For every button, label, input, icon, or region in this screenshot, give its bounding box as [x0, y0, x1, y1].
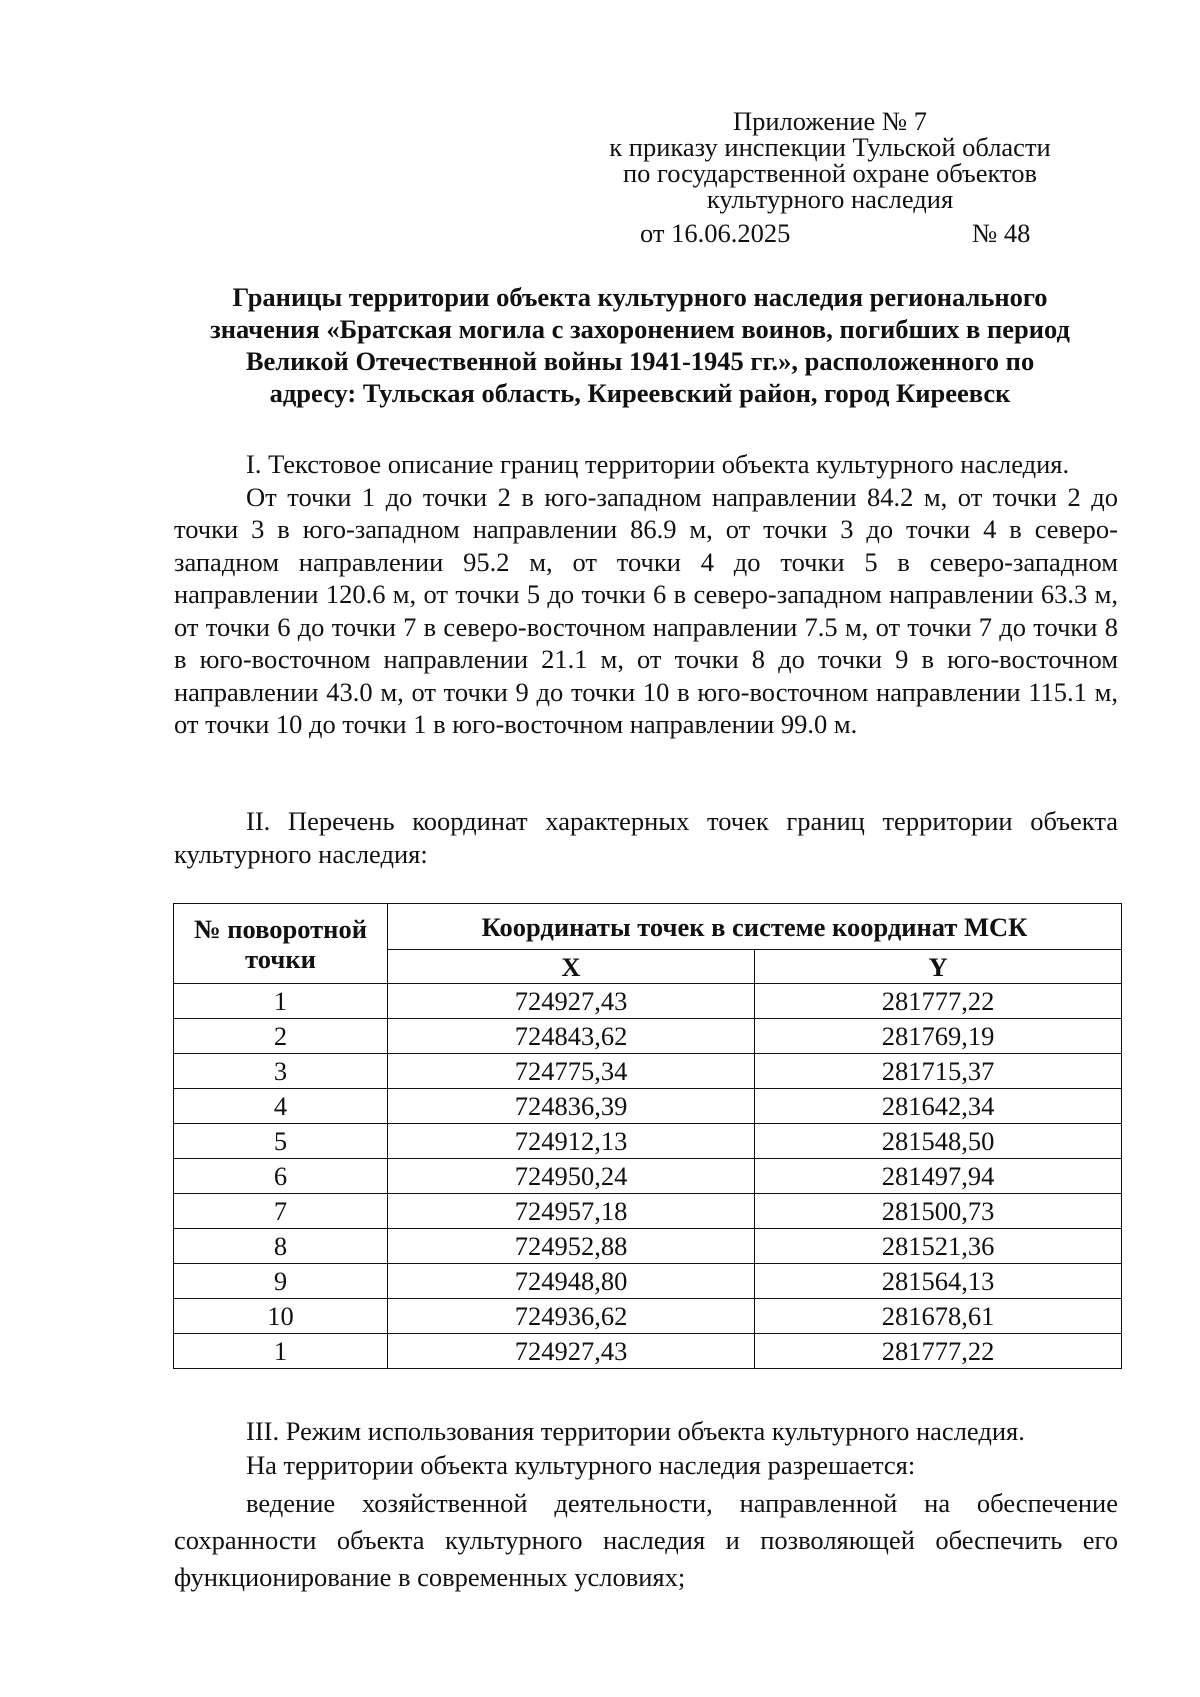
appendix-header — [560, 108, 1100, 212]
x-cell: 724836,39 — [388, 1089, 755, 1124]
point-cell: 10 — [174, 1299, 388, 1334]
y-cell: 281769,19 — [755, 1019, 1122, 1054]
x-cell: 724927,43 — [388, 984, 755, 1019]
title-line: Великой Отечественной войны 1941-1945 гг.», расположенного по — [245, 346, 1035, 376]
table-row — [174, 1194, 1122, 1229]
y-cell: 281548,50 — [755, 1124, 1122, 1159]
table-row — [174, 1264, 1122, 1299]
x-cell: 724912,13 — [388, 1124, 755, 1159]
order-date: от 16.06.2025 — [640, 218, 791, 248]
x-cell: 724775,34 — [388, 1054, 755, 1089]
y-cell: 281564,13 — [755, 1264, 1122, 1299]
y-header: Y — [755, 950, 1122, 984]
title-line: значения «Братская могила с захоронением воинов, погибших в период — [210, 314, 1070, 344]
y-cell: 281777,22 — [755, 1334, 1122, 1369]
x-cell: 724950,24 — [388, 1159, 755, 1194]
title-line: Границы территории объекта культурного наследия регионального — [232, 282, 1048, 312]
appendix-line: Приложение № 7 — [732, 106, 927, 136]
section-3-allowed-intro: На территории объекта культурного наследия разрешается: — [246, 1450, 916, 1480]
table-row — [174, 1229, 1122, 1264]
point-cell: 1 — [174, 1334, 388, 1369]
section-1-heading: I. Текстовое описание границ территории объекта культурного наследия. — [246, 449, 1070, 479]
x-header: X — [388, 950, 755, 984]
table-row — [174, 1054, 1122, 1089]
y-cell: 281497,94 — [755, 1159, 1122, 1194]
point-cell: 8 — [174, 1229, 388, 1264]
x-cell: 724957,18 — [388, 1194, 755, 1229]
table-row — [174, 1124, 1122, 1159]
appendix-line: культурного наследия — [706, 184, 954, 214]
section-1-body: От точки 1 до точки 2 в юго-западном направлении 84.2 м, от точки 2 до точки 3 в юго-западном направлении 86.9 м, от точки 3 до точки 4 в северо-западном направлении 95.2 м, от точки 4 до точки 5 в северо-западном направлении 120.6 м, от точки 5 до точки 6 в северо-западном направлении 63.3 м, от точки 6 до точки 7 в северо-восточном направлении 7.5 м, от точки 7 до точки 8 в юго-восточном направлении 21.1 м, от точки 8 до точки 9 в юго-восточном направлении 43.0 м, от точки 9 до точки 10 в юго-восточном направлении 115.1 м, от точки 10 до точки 1 в юго-восточном направлении 99.0 м. — [174, 481, 1118, 739]
coordinates-table — [173, 903, 1122, 1369]
appendix-line: к приказу инспекции Тульской области — [609, 132, 1051, 162]
coordinates-group-header: Координаты точек в системе координат МСК — [388, 904, 1122, 950]
point-cell: 9 — [174, 1264, 388, 1299]
section-2 — [174, 805, 1118, 870]
x-cell: 724927,43 — [388, 1334, 755, 1369]
point-cell: 2 — [174, 1019, 388, 1054]
table-row — [174, 1334, 1122, 1369]
section-3-item-1: ведение хозяйственной деятельности, направленной на обеспечение сохранности объекта культурного наследия и позволяющей обеспечить его функционирование в современных условиях; — [174, 1488, 1118, 1592]
table-row — [174, 1019, 1122, 1054]
appendix-line: по государственной охране объектов — [622, 158, 1038, 188]
document-title — [160, 281, 1120, 409]
title-line: адресу: Тульская область, Киреевский район, город Киреевск — [269, 378, 1011, 408]
section-1 — [174, 448, 1118, 741]
section-3 — [174, 1414, 1118, 1596]
y-cell: 281715,37 — [755, 1054, 1122, 1089]
point-number-header: № поворотной точки — [174, 904, 388, 984]
x-cell: 724952,88 — [388, 1229, 755, 1264]
x-cell: 724948,80 — [388, 1264, 755, 1299]
point-cell: 1 — [174, 984, 388, 1019]
point-cell: 5 — [174, 1124, 388, 1159]
y-cell: 281777,22 — [755, 984, 1122, 1019]
table-row — [174, 1089, 1122, 1124]
table-row — [174, 984, 1122, 1019]
x-cell: 724936,62 — [388, 1299, 755, 1334]
y-cell: 281500,73 — [755, 1194, 1122, 1229]
y-cell: 281678,61 — [755, 1299, 1122, 1334]
table-row — [174, 1159, 1122, 1194]
x-cell: 724843,62 — [388, 1019, 755, 1054]
y-cell: 281642,34 — [755, 1089, 1122, 1124]
point-cell: 7 — [174, 1194, 388, 1229]
table-row — [174, 1299, 1122, 1334]
y-cell: 281521,36 — [755, 1229, 1122, 1264]
section-3-heading: III. Режим использования территории объекта культурного наследия. — [246, 1416, 1025, 1446]
point-cell: 4 — [174, 1089, 388, 1124]
section-2-heading: II. Перечень координат характерных точек границ территории объекта культурного наследия: — [174, 806, 1118, 869]
order-number: № 48 — [972, 218, 1031, 248]
point-cell: 3 — [174, 1054, 388, 1089]
point-cell: 6 — [174, 1159, 388, 1194]
